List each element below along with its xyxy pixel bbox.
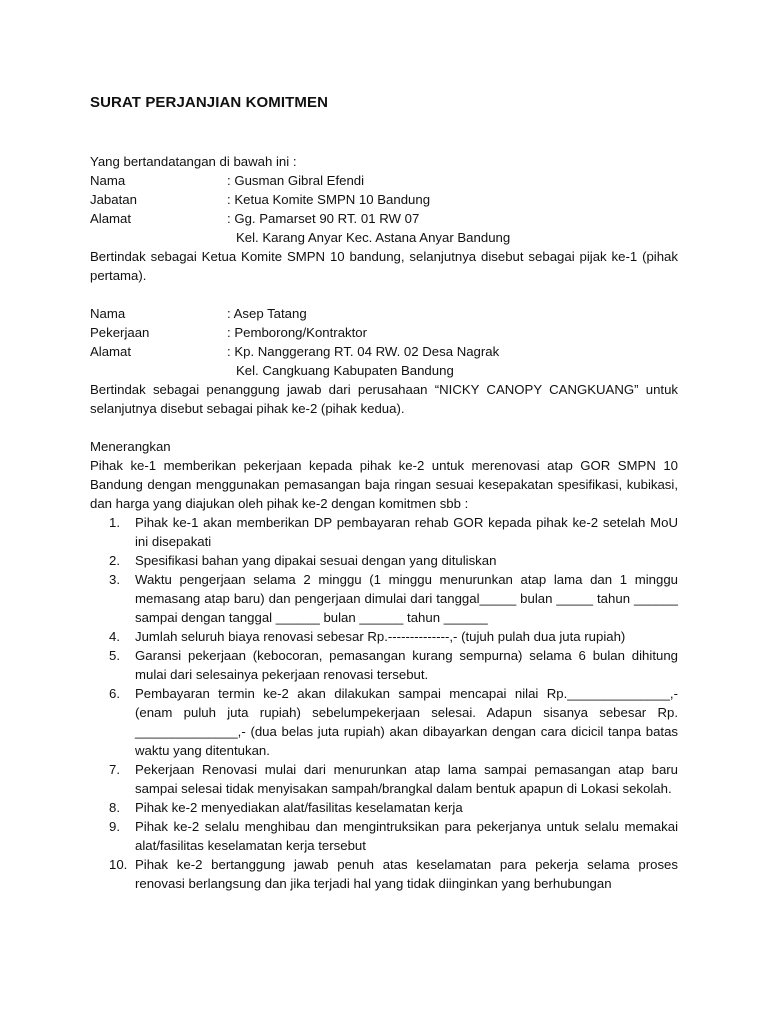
list-text: Garansi pekerjaan (kebocoran, pemasangan kurang sempurna) selama 6 bulan dihitung mulai dari selesainya pekerjaan renovasi tersebut. [135,648,678,682]
field-value: Kel. Karang Anyar Kec. Astana Anyar Bandung [236,230,511,245]
list-number: 2. [109,553,120,568]
document-body [90,152,678,893]
field-label: Jabatan [90,192,137,207]
list-text: Pembayaran termin ke-2 akan dilakukan sampai mencapai nilai Rp.______________,- (enam puluh juta rupiah) sebelumpekerjaan selesai. Adapun sisanya sebesar Rp. ______________,- (dua belas juta rupiah) akan dibayarkan dengan cara dicicil tanpa batas waktu yang ditentukan. [135,686,678,758]
menerangkan-paragraph: Pihak ke-1 memberikan pekerjaan kepada pihak ke-2 untuk merenovasi atap GOR SMPN 10 Bandung dengan menggunakan pemasangan baja ringan sesuai kesepakatan spesifikasi, kubikasi, dan harga yang diajukan oleh pihak ke-2 dengan komitmen sbb : [90,458,678,511]
field-label: Alamat [90,211,132,226]
list-item [109,551,678,570]
list-number: 7. [109,762,120,777]
party2-address-cont-row [90,361,678,380]
party2-block [90,304,678,418]
party2-address-row [90,342,678,361]
list-number: 8. [109,800,120,815]
field-value: : Gusman Gibral Efendi [227,173,365,188]
document-title: SURAT PERJANJIAN KOMITMEN [90,94,329,111]
party1-address-cont-row [90,228,678,247]
list-number: 3. [109,572,120,587]
party1-name-row [90,171,678,190]
list-item [109,646,678,684]
list-number: 6. [109,686,120,701]
field-label: Alamat [90,344,132,359]
list-item [109,570,678,627]
field-value: Kel. Cangkuang Kabupaten Bandung [236,363,454,378]
list-item [109,817,678,855]
party2-job-row [90,323,678,342]
commitment-list [90,513,678,893]
party1-address-row [90,209,678,228]
field-value: : Kp. Nanggerang RT. 04 RW. 02 Desa Nagrak [227,344,500,359]
field-value: : Gg. Pamarset 90 RT. 01 RW 07 [227,211,420,226]
party2-name-row [90,304,678,323]
list-item [109,855,678,893]
list-text: Pihak ke-2 bertanggung jawab penuh atas keselamatan para pekerja selama proses renovasi berlangsung dan jika terjadi hal yang tidak diinginkan yang berhubungan [135,857,678,891]
party1-block [90,171,678,285]
list-item [109,513,678,551]
list-item [109,760,678,798]
list-text: Pihak ke-2 selalu menghibau dan mengintruksikan para pekerjanya untuk selalu memakai alat/fasilitas keselamatan kerja tersebut [135,819,678,853]
list-item [109,627,678,646]
list-text: Pekerjaan Renovasi mulai dari menurunkan atap lama sampai pemasangan atap baru sampai selesai tidak menyisakan sampah/brangkal dalam bentuk apapun di Lokasi sekolah. [135,762,678,796]
party1-position-row [90,190,678,209]
list-text: Pihak ke-1 akan memberikan DP pembayaran rehab GOR kepada pihak ke-2 setelah MoU ini disepakati [135,515,678,549]
field-value: : Pemborong/Kontraktor [227,325,368,340]
field-label: Nama [90,306,126,321]
list-number: 4. [109,629,120,644]
list-text: Spesifikasi bahan yang dipakai sesuai dengan yang dituliskan [135,553,497,568]
list-text: Waktu pengerjaan selama 2 minggu (1 minggu menurunkan atap lama dan 1 minggu memasang atap baru) dan pengerjaan dimulai dari tanggal_____ bulan _____ tahun ______ sampai dengan tanggal ______ bulan ______ tahun ______ [135,572,678,625]
list-text: Jumlah seluruh biaya renovasi sebesar Rp.--------------,- (tujuh pulah dua juta rupiah) [135,629,626,644]
intro-line: Yang bertandatangan di bawah ini : [90,154,297,169]
party1-statement: Bertindak sebagai Ketua Komite SMPN 10 bandung, selanjutnya disebut sebagai pijak ke-1 (pihak pertama). [90,249,678,283]
field-value: : Ketua Komite SMPN 10 Bandung [227,192,431,207]
field-label: Nama [90,173,126,188]
list-item [109,684,678,760]
field-label: Pekerjaan [90,325,150,340]
list-number: 9. [109,819,120,834]
list-number: 1. [109,515,120,530]
list-number: 5. [109,648,120,663]
menerangkan-heading: Menerangkan [90,439,171,454]
list-item [109,798,678,817]
list-text: Pihak ke-2 menyediakan alat/fasilitas keselamatan kerja [135,800,463,815]
party2-statement: Bertindak sebagai penanggung jawab dari perusahaan “NICKY CANOPY CANGKUANG” untuk selanjutnya disebut sebagai pihak ke-2 (pihak kedua). [90,382,678,416]
list-number: 10. [109,857,128,872]
field-value: : Asep Tatang [227,306,307,321]
